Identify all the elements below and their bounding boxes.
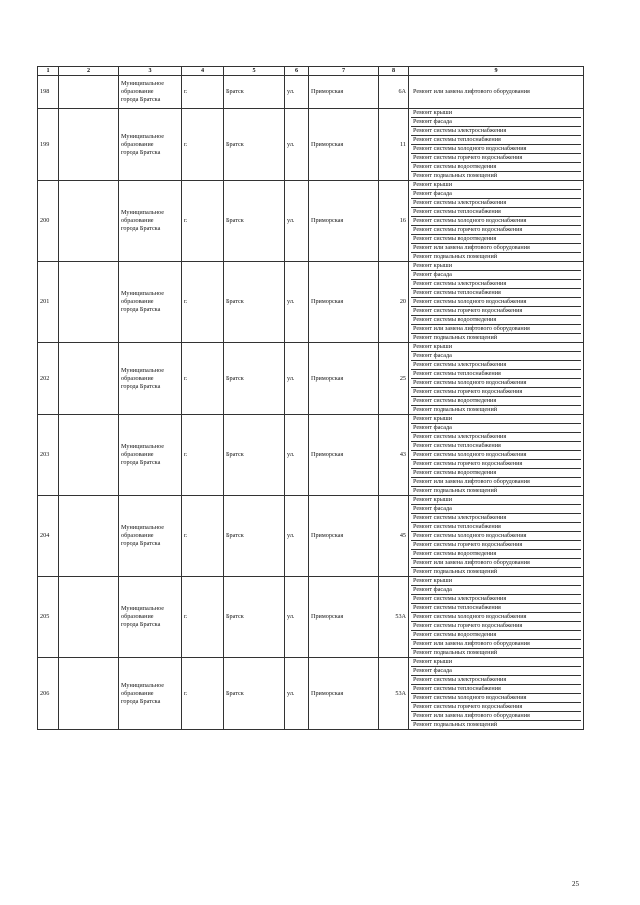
work-list (411, 181, 581, 261)
work-item: Ремонт подвальных помещений (413, 721, 498, 728)
col-header-9: 9 (409, 67, 584, 76)
street-abbr: ул. (285, 496, 309, 577)
work-item: Ремонт системы холодного водоснабжения (411, 532, 581, 541)
work-item: Ремонт подвальных помещений (413, 568, 498, 575)
table-row (38, 577, 584, 658)
street-name: Приморская (309, 496, 379, 577)
work-item: Ремонт крыши (411, 658, 581, 667)
municipality-line: Муниципальное (121, 132, 164, 140)
city-abbr: г. (182, 76, 224, 109)
street-name: Приморская (309, 181, 379, 262)
works-cell (409, 496, 584, 577)
empty-cell (59, 658, 119, 730)
col-header-1: 1 (38, 67, 59, 76)
city-abbr: г. (182, 577, 224, 658)
work-item: Ремонт системы водоотведения (411, 163, 581, 172)
municipality-line: города Братска (121, 96, 161, 103)
municipality-line: образование (121, 298, 154, 305)
work-item: Ремонт системы теплоснабжения (411, 442, 581, 451)
work-item: Ремонт крыши (411, 577, 581, 586)
works-cell (409, 76, 584, 109)
empty-cell (59, 181, 119, 262)
city-abbr: г. (182, 496, 224, 577)
table-row (38, 181, 584, 262)
row-number: 201 (38, 262, 59, 343)
table-row (38, 262, 584, 343)
work-item: Ремонт или замена лифтового оборудования (411, 559, 581, 568)
table-row (38, 496, 584, 577)
municipality-cell (119, 496, 182, 577)
col-header-6: 6 (285, 67, 309, 76)
work-item: Ремонт системы теплоснабжения (411, 370, 581, 379)
work-list (411, 109, 581, 180)
work-item: Ремонт подвальных помещений (413, 406, 498, 413)
work-item: Ремонт системы водоотведения (411, 469, 581, 478)
street-abbr: ул. (285, 262, 309, 343)
house-number: 53А (379, 577, 409, 658)
col-header-5: 5 (224, 67, 285, 76)
work-item: Ремонт фасада (411, 271, 581, 280)
table-row (38, 658, 584, 730)
municipality-cell (119, 415, 182, 496)
street-abbr: ул. (285, 76, 309, 109)
work-item: Ремонт системы холодного водоснабжения (411, 694, 581, 703)
work-item: Ремонт системы теплоснабжения (411, 685, 581, 694)
work-item: Ремонт или замена лифтового оборудования (411, 712, 581, 721)
work-item: Ремонт подвальных помещений (413, 253, 498, 260)
city-name: Братск (224, 76, 285, 109)
table-row (38, 415, 584, 496)
works-cell (409, 415, 584, 496)
municipality-line: образование (121, 451, 154, 458)
work-item: Ремонт системы холодного водоснабжения (411, 145, 581, 154)
work-item: Ремонт системы электроснабжения (411, 514, 581, 523)
works-cell (409, 343, 584, 415)
city-abbr: г. (182, 262, 224, 343)
work-item: Ремонт фасада (411, 352, 581, 361)
municipality-cell (119, 658, 182, 730)
street-abbr: ул. (285, 343, 309, 415)
street-name: Приморская (309, 262, 379, 343)
work-item: Ремонт системы водоотведения (411, 631, 581, 640)
municipality-cell (119, 109, 182, 181)
work-list (411, 496, 581, 576)
work-item: Ремонт крыши (411, 109, 581, 118)
table-row (38, 343, 584, 415)
work-item: Ремонт фасада (411, 586, 581, 595)
work-item: Ремонт подвальных помещений (413, 487, 498, 494)
municipality-line: города Братска (121, 382, 161, 390)
work-item: Ремонт системы горячего водоснабжения (411, 460, 581, 469)
municipality-cell (119, 76, 182, 109)
municipality-line: образование (121, 217, 154, 224)
municipality-line: Муниципальное (121, 80, 164, 87)
works-cell (409, 658, 584, 730)
work-item: Ремонт системы теплоснабжения (411, 289, 581, 298)
work-item: Ремонт фасада (411, 424, 581, 433)
street-name: Приморская (309, 415, 379, 496)
municipality-line: города Братска (121, 697, 161, 705)
work-item: Ремонт системы электроснабжения (411, 361, 581, 370)
row-number: 204 (38, 496, 59, 577)
empty-cell (59, 262, 119, 343)
street-abbr: ул. (285, 181, 309, 262)
work-item: Ремонт фасада (411, 190, 581, 199)
work-item: Ремонт системы холодного водоснабжения (411, 217, 581, 226)
municipality-line: Муниципальное (121, 209, 164, 216)
repair-program-table (37, 66, 584, 730)
work-list (411, 577, 581, 657)
work-item: Ремонт или замена лифтового оборудования (411, 478, 581, 487)
work-item: Ремонт системы электроснабжения (411, 433, 581, 442)
work-list (411, 262, 581, 342)
work-item: Ремонт системы горячего водоснабжения (411, 154, 581, 163)
street-abbr: ул. (285, 109, 309, 181)
city-name: Братск (224, 109, 285, 181)
city-name: Братск (224, 577, 285, 658)
city-abbr: г. (182, 415, 224, 496)
work-item: Ремонт системы теплоснабжения (411, 208, 581, 217)
work-item: Ремонт системы теплоснабжения (411, 604, 581, 613)
work-item: Ремонт системы электроснабжения (411, 595, 581, 604)
work-item: Ремонт крыши (411, 343, 581, 352)
street-abbr: ул. (285, 415, 309, 496)
municipality-line: Муниципальное (121, 290, 164, 297)
city-name: Братск (224, 262, 285, 343)
municipality-line: города Братска (121, 306, 161, 313)
table-body (38, 76, 584, 730)
work-item: Ремонт крыши (411, 496, 581, 505)
street-name: Приморская (309, 343, 379, 415)
work-list (411, 343, 581, 414)
city-name: Братск (224, 496, 285, 577)
house-number: 45 (379, 496, 409, 577)
row-number: 198 (38, 76, 59, 109)
street-abbr: ул. (285, 658, 309, 730)
street-name: Приморская (309, 76, 379, 109)
house-number: 6А (379, 76, 409, 109)
empty-cell (59, 109, 119, 181)
work-item: Ремонт системы водоотведения (411, 550, 581, 559)
house-number: 25 (379, 343, 409, 415)
empty-cell (59, 577, 119, 658)
col-header-3: 3 (119, 67, 182, 76)
work-item: Ремонт фасада (411, 118, 581, 127)
work-item: Ремонт системы электроснабжения (411, 199, 581, 208)
row-number: 203 (38, 415, 59, 496)
row-number: 206 (38, 658, 59, 730)
house-number: 20 (379, 262, 409, 343)
municipality-line: образование (121, 532, 154, 539)
house-number: 53А (379, 658, 409, 730)
work-item: Ремонт крыши (411, 181, 581, 190)
municipality-line: города Братска (121, 148, 161, 156)
works-cell (409, 577, 584, 658)
city-name: Братск (224, 343, 285, 415)
work-item: Ремонт системы холодного водоснабжения (411, 451, 581, 460)
municipality-line: города Братска (121, 621, 161, 628)
municipality-line: Муниципальное (121, 366, 164, 374)
municipality-line: образование (121, 689, 154, 697)
col-header-7: 7 (309, 67, 379, 76)
city-name: Братск (224, 181, 285, 262)
municipality-line: города Братска (121, 459, 161, 466)
work-item: Ремонт или замена лифтового оборудования (411, 325, 581, 334)
city-abbr: г. (182, 181, 224, 262)
street-name: Приморская (309, 658, 379, 730)
work-item: Ремонт фасада (411, 667, 581, 676)
row-number: 205 (38, 577, 59, 658)
house-number: 43 (379, 415, 409, 496)
work-item: Ремонт системы холодного водоснабжения (411, 379, 581, 388)
col-header-4: 4 (182, 67, 224, 76)
street-name: Приморская (309, 109, 379, 181)
work-item: Ремонт системы холодного водоснабжения (411, 613, 581, 622)
municipality-line: города Братска (121, 225, 161, 232)
col-header-8: 8 (379, 67, 409, 76)
work-item: Ремонт системы электроснабжения (411, 280, 581, 289)
municipality-line: Муниципальное (121, 681, 164, 689)
municipality-cell (119, 262, 182, 343)
work-item: Ремонт системы горячего водоснабжения (411, 622, 581, 631)
city-abbr: г. (182, 658, 224, 730)
municipality-line: образование (121, 374, 154, 382)
empty-cell (59, 415, 119, 496)
work-item: Ремонт системы горячего водоснабжения (411, 541, 581, 550)
works-cell (409, 181, 584, 262)
municipality-line: Муниципальное (121, 443, 164, 450)
work-item: Ремонт системы горячего водоснабжения (411, 307, 581, 316)
row-number: 200 (38, 181, 59, 262)
house-number: 11 (379, 109, 409, 181)
street-abbr: ул. (285, 577, 309, 658)
row-number: 199 (38, 109, 59, 181)
empty-cell (59, 343, 119, 415)
municipality-line: образование (121, 88, 154, 95)
works-cell (409, 109, 584, 181)
col-header-2: 2 (59, 67, 119, 76)
work-item: Ремонт подвальных помещений (413, 172, 498, 179)
city-abbr: г. (182, 109, 224, 181)
work-list (411, 415, 581, 495)
empty-cell (59, 76, 119, 109)
work-item: Ремонт или замена лифтового оборудования (411, 244, 581, 253)
work-item: Ремонт или замена лифтового оборудования (411, 640, 581, 649)
work-item: Ремонт системы горячего водоснабжения (411, 388, 581, 397)
work-item: Ремонт системы горячего водоснабжения (411, 703, 581, 712)
works-cell (409, 262, 584, 343)
work-item: Ремонт системы водоотведения (411, 235, 581, 244)
work-item: Ремонт системы водоотведения (411, 397, 581, 406)
city-name: Братск (224, 415, 285, 496)
street-name: Приморская (309, 577, 379, 658)
work-item: Ремонт или замена лифтового оборудования (413, 88, 530, 95)
table-row (38, 109, 584, 181)
municipality-line: Муниципальное (121, 524, 164, 531)
work-item: Ремонт системы горячего водоснабжения (411, 226, 581, 235)
work-item: Ремонт системы холодного водоснабжения (411, 298, 581, 307)
municipality-line: образование (121, 613, 154, 620)
municipality-cell (119, 181, 182, 262)
table-row (38, 76, 584, 109)
work-item: Ремонт крыши (411, 262, 581, 271)
municipality-line: Муниципальное (121, 605, 164, 612)
work-item: Ремонт крыши (411, 415, 581, 424)
work-item: Ремонт системы водоотведения (411, 316, 581, 325)
city-abbr: г. (182, 343, 224, 415)
municipality-cell (119, 577, 182, 658)
work-item: Ремонт системы теплоснабжения (411, 136, 581, 145)
municipality-line: города Братска (121, 540, 161, 547)
work-item: Ремонт подвальных помещений (413, 334, 498, 341)
work-item: Ремонт системы электроснабжения (411, 127, 581, 136)
city-name: Братск (224, 658, 285, 730)
municipality-line: образование (121, 140, 154, 148)
page-number: 25 (572, 880, 579, 888)
work-item: Ремонт системы электроснабжения (411, 676, 581, 685)
empty-cell (59, 496, 119, 577)
row-number: 202 (38, 343, 59, 415)
work-item: Ремонт фасада (411, 505, 581, 514)
work-list (411, 658, 581, 729)
column-number-header (38, 67, 584, 76)
house-number: 16 (379, 181, 409, 262)
municipality-cell (119, 343, 182, 415)
work-item: Ремонт подвальных помещений (413, 649, 498, 656)
work-item: Ремонт системы теплоснабжения (411, 523, 581, 532)
